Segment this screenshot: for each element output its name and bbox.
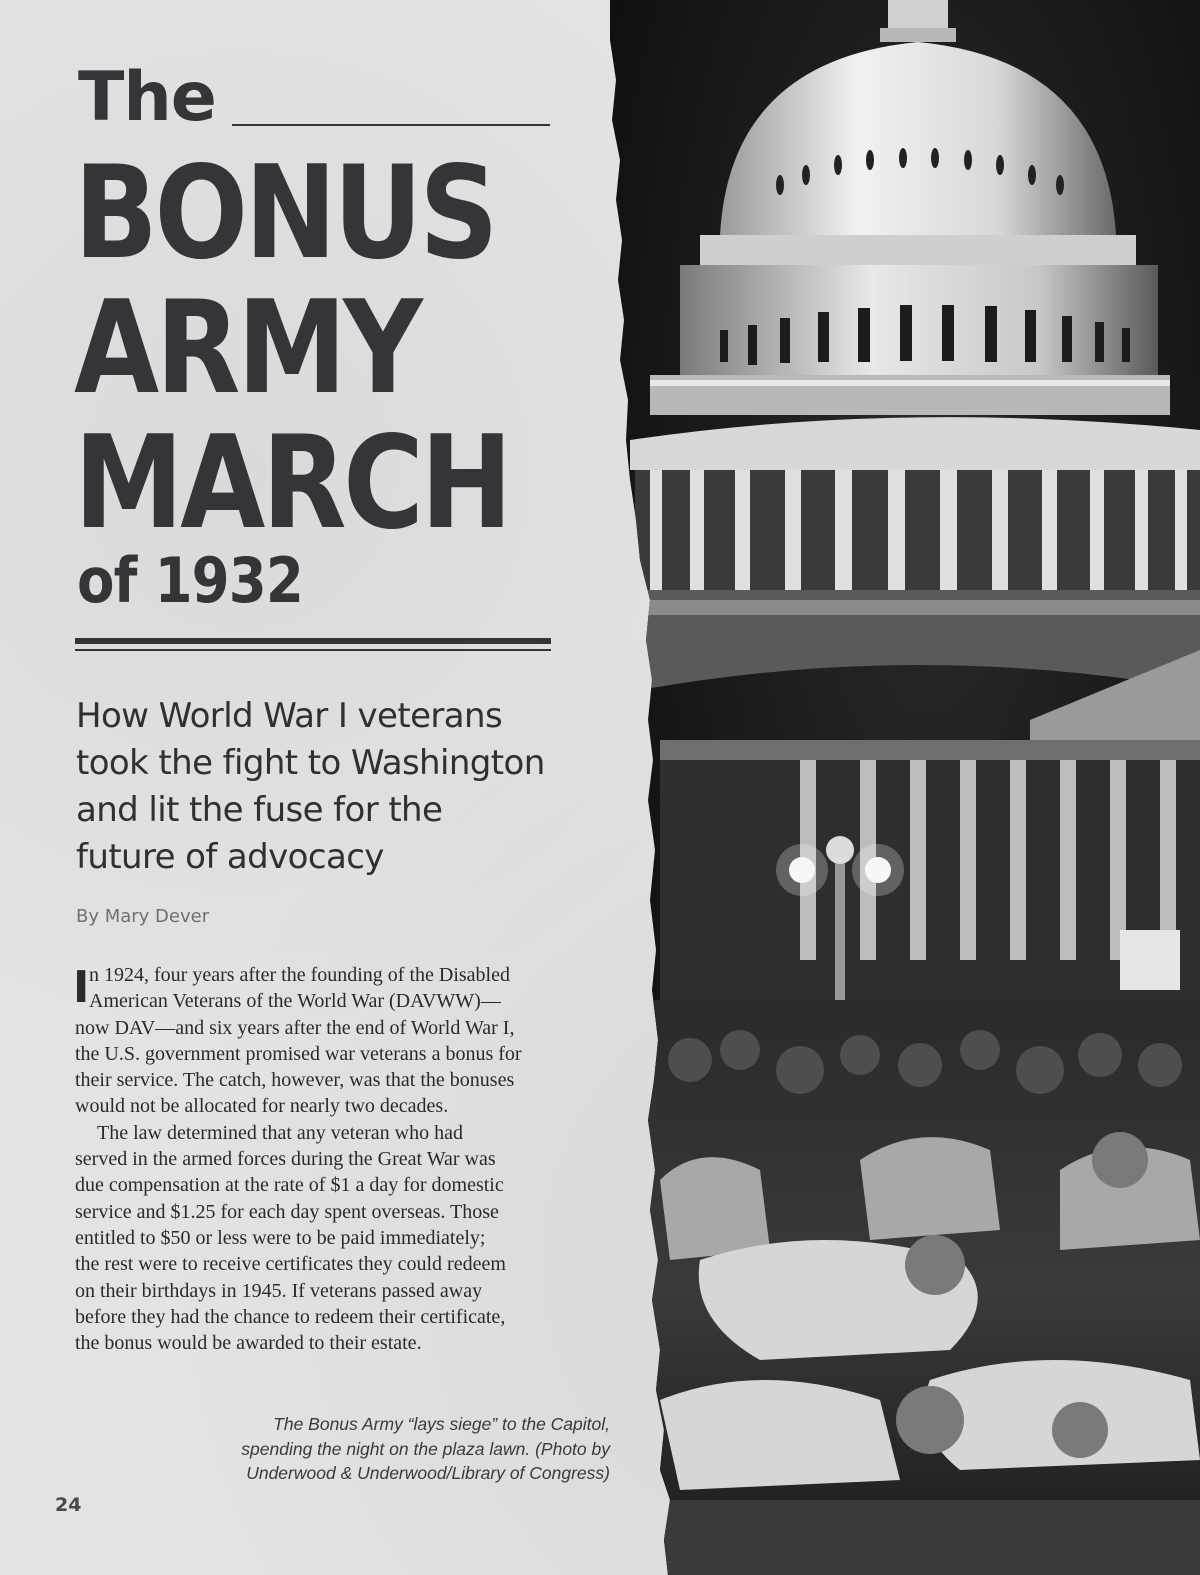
body-line: on their birthdays in 1945. If veterans passed away xyxy=(75,1279,483,1302)
article-body xyxy=(75,962,595,1356)
body-line: entitled to $50 or less were to be paid immediately; xyxy=(75,1226,486,1249)
caption-line: spending the night on the plaza lawn. (Photo by xyxy=(241,1438,610,1459)
byline: By Mary Dever xyxy=(76,906,210,927)
subtitle-line: How World War I veterans xyxy=(76,696,503,736)
caption-line: Underwood & Underwood/Library of Congress) xyxy=(246,1463,610,1483)
title-year: of 1932 xyxy=(77,544,303,617)
title-the: The xyxy=(78,58,216,137)
drop-cap: I xyxy=(73,962,90,1013)
body-line: their service. The catch, however, was that the bonuses xyxy=(75,1069,515,1092)
caption-line: The Bonus Army “lays siege” to the Capitol, xyxy=(273,1414,610,1434)
body-line: would not be allocated for nearly two decades. xyxy=(75,1095,449,1118)
subtitle-line: took the fight to Washington xyxy=(76,743,545,783)
body-line: before they had the chance to redeem their certificate, xyxy=(75,1305,506,1328)
body-line: The law determined that any veteran who had xyxy=(97,1121,463,1144)
body-line: the rest were to receive certificates they could redeem xyxy=(75,1253,506,1276)
title-march: MARCH xyxy=(74,409,510,558)
photo-caption xyxy=(190,1412,610,1486)
title-divider-thin xyxy=(75,649,551,651)
subtitle-line: future of advocacy xyxy=(76,837,384,877)
body-line: the U.S. government promised war veterans a bonus for xyxy=(75,1042,522,1065)
body-line: due compensation at the rate of $1 a day for domestic xyxy=(75,1174,504,1197)
body-line: American Veterans of the World War (DAVWW)— xyxy=(89,990,501,1013)
body-line: service and $1.25 for each day spent overseas. Those xyxy=(75,1200,499,1223)
body-line: n 1924, four years after the founding of the Disabled xyxy=(89,964,510,986)
title-divider-thick xyxy=(75,638,551,644)
title-army: ARMY xyxy=(74,274,420,423)
body-line: served in the armed forces during the Great War was xyxy=(75,1148,496,1171)
article-subtitle xyxy=(76,693,596,881)
title-divider-top xyxy=(232,124,550,126)
body-line: now DAV—and six years after the end of World War I, xyxy=(75,1016,515,1039)
page-number: 24 xyxy=(55,1494,82,1516)
subtitle-line: and lit the fuse for the xyxy=(76,790,443,830)
title-bonus: BONUS xyxy=(74,139,496,288)
body-line: the bonus would be awarded to their estate. xyxy=(75,1332,422,1355)
